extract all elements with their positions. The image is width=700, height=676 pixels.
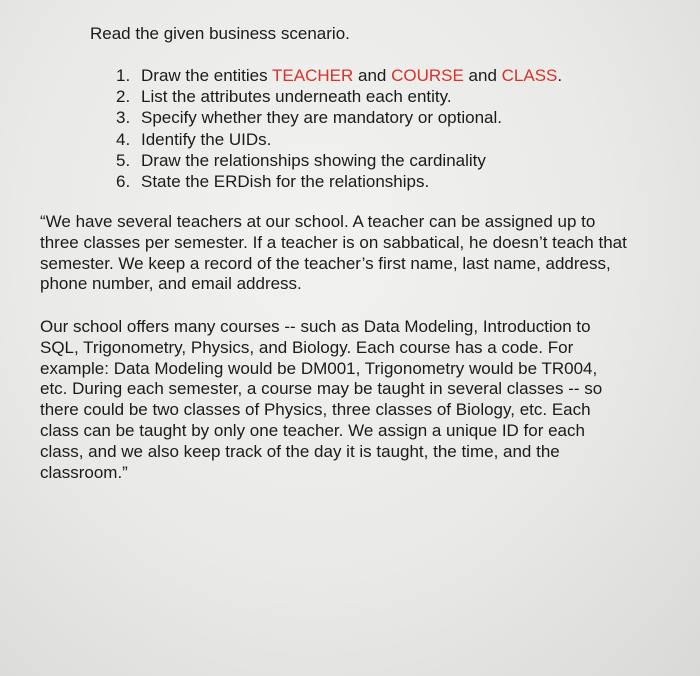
entity-teacher: TEACHER bbox=[272, 66, 354, 85]
task-item bbox=[116, 107, 562, 128]
task-text: and bbox=[463, 66, 502, 85]
task-number: 3. bbox=[116, 108, 131, 128]
paragraph-line: phone number, and email address. bbox=[40, 274, 302, 294]
task-number: 2. bbox=[116, 87, 131, 107]
task-number: 6. bbox=[116, 172, 131, 192]
paragraph-line: semester. We keep a record of the teacher’s first name, last name, address, bbox=[40, 253, 611, 273]
paragraph-line: class can be taught by only one teacher. We assign a unique ID for each bbox=[40, 420, 585, 440]
scenario-paragraph-courses bbox=[40, 317, 690, 483]
paragraph-line: classroom.” bbox=[40, 462, 128, 482]
task-text: and bbox=[353, 66, 392, 85]
task-item bbox=[116, 86, 562, 107]
intro-text: Read the given business scenario. bbox=[90, 24, 350, 43]
paragraph-line: class, and we also keep track of the day it is taught, the time, and the bbox=[40, 441, 560, 461]
task-list bbox=[116, 65, 562, 192]
paragraph-line: three classes per semester. If a teacher is on sabbatical, he doesn’t teach that bbox=[40, 232, 627, 252]
entity-class: CLASS bbox=[501, 66, 558, 85]
task-text: Identify the UIDs. bbox=[141, 129, 272, 149]
task-text: Draw the relationships showing the cardinality bbox=[141, 150, 486, 170]
task-text: . bbox=[557, 66, 563, 85]
task-text: State the ERDish for the relationships. bbox=[141, 172, 430, 192]
entity-course: COURSE bbox=[391, 66, 464, 85]
paragraph-line: there could be two classes of Physics, three classes of Biology, etc. Each bbox=[40, 400, 591, 420]
task-item bbox=[116, 171, 562, 192]
task-number: 4. bbox=[116, 129, 131, 149]
scenario-paragraph-teachers bbox=[40, 212, 690, 295]
task-text: Draw the entities bbox=[141, 66, 273, 85]
task-item bbox=[116, 65, 562, 86]
task-item bbox=[116, 150, 562, 171]
task-text: Specify whether they are mandatory or optional. bbox=[141, 108, 502, 128]
task-number: 5. bbox=[116, 150, 131, 170]
paragraph-line: “We have several teachers at our school. A teacher can be assigned up to bbox=[40, 212, 596, 231]
paragraph-line: etc. During each semester, a course may be taught in several classes -- so bbox=[40, 379, 603, 399]
paragraph-line: SQL, Trigonometry, Physics, and Biology. Each course has a code. For bbox=[40, 337, 574, 357]
paragraph-line: example: Data Modeling would be DM001, Trigonometry would be TR004, bbox=[40, 358, 598, 378]
paragraph-line: Our school offers many courses -- such as Data Modeling, Introduction to bbox=[40, 317, 591, 336]
task-text: List the attributes underneath each entity. bbox=[141, 87, 452, 107]
task-number: 1. bbox=[116, 66, 131, 85]
task-item bbox=[116, 129, 562, 150]
